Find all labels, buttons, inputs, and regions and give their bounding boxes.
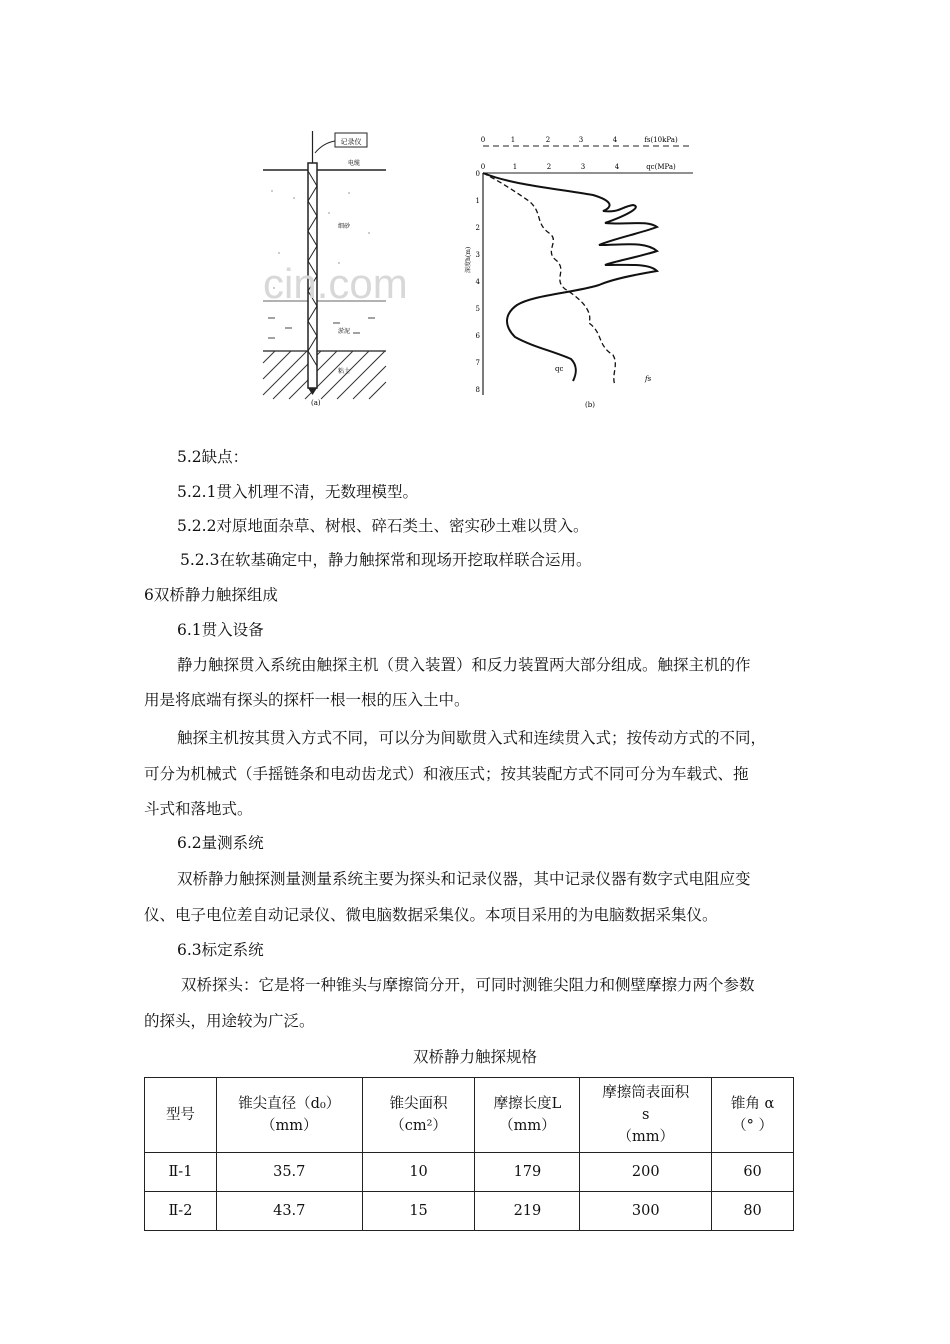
depth-tick-1: 1 (475, 197, 480, 205)
header-model: 型号 (145, 1078, 217, 1153)
spec-table (144, 1077, 794, 1231)
clay-label: 淤泥 (338, 328, 351, 335)
header-cone-angle: 锥角 α （° ） (712, 1078, 794, 1153)
paragraph-1-line-1: 静力触探贯入系统由触探主机（贯入装置）和反力装置两大部分组成。触探主机的作 (177, 656, 751, 674)
depth-tick-7: 7 (475, 359, 480, 367)
cable-label: 电缆 (348, 160, 361, 167)
second-axis-label: qc(MPa) (646, 163, 676, 171)
header-friction-length: 摩擦长度L （mm） (475, 1078, 580, 1153)
paragraph-3-line-1: 双桥静力触探测量测量系统主要为探头和记录仪器，其中记录仪器有数字式电阻应变 (177, 870, 751, 888)
top-tick-4: 4 (612, 136, 618, 144)
cell-area: 10 (362, 1153, 475, 1192)
cell-length: 219 (475, 1192, 580, 1231)
depth-tick-3: 3 (475, 251, 480, 259)
depth-tick-2: 2 (475, 224, 480, 232)
heading-6-1: 6.1贯入设备 (177, 621, 264, 639)
header-cone-diameter: 锥尖直径（d₀） （mm） (216, 1078, 362, 1153)
second-tick-1: 1 (512, 163, 518, 171)
paragraph-2-line-3: 斗式和落地式。 (144, 800, 253, 818)
cell-angle: 80 (712, 1192, 794, 1231)
cell-sleeve-area: 300 (580, 1192, 712, 1231)
recorder-label: 记录仪 (340, 138, 362, 146)
table-row (145, 1153, 794, 1192)
paragraph-4-line-1: 双桥探头：它是将一种锥头与摩擦筒分开，可同时测锥尖阻力和侧壁摩擦力两个参数 (181, 976, 755, 994)
cell-model: Ⅱ-2 (145, 1192, 217, 1231)
cpt-curve-chart (464, 136, 693, 409)
top-tick-3: 3 (578, 136, 584, 144)
paragraph-2-line-1: 触探主机按其贯入方式不同，可以分为间歇贯入式和连续贯入式；按传动方式的不同， (177, 729, 767, 747)
left-caption: (a) (311, 399, 321, 407)
watermark: cin.com (263, 260, 408, 307)
cell-model: Ⅱ-1 (145, 1153, 217, 1192)
heading-6-2: 6.2量测系统 (177, 834, 264, 852)
second-tick-2: 2 (546, 163, 552, 171)
top-axis-label: fs(10kPa) (644, 136, 678, 144)
depth-axis-label: 深度h(m) (465, 246, 472, 273)
depth-tick-5: 5 (475, 305, 480, 313)
cell-length: 179 (475, 1153, 580, 1192)
header-sleeve-area: 摩擦筒表面积 s （mm） (580, 1078, 712, 1153)
paragraph-1-line-2: 用是将底端有探头的探杆一根一根的压入土中。 (144, 691, 470, 709)
table-header-row (145, 1078, 794, 1153)
depth-tick-8: 8 (475, 386, 480, 394)
cpt-figure (253, 123, 697, 413)
header-cone-area: 锥尖面积 （cm²） (362, 1078, 475, 1153)
top-tick-2: 2 (545, 136, 551, 144)
item-5-2-3: 5.2.3在软基确定中，静力触探常和现场开挖取样联合运用。 (180, 551, 592, 569)
item-5-2-1: 5.2.1贯入机理不清，无数理模型。 (177, 483, 418, 501)
heading-6: 6双桥静力触探组成 (144, 586, 278, 604)
depth-tick-6: 6 (475, 332, 480, 340)
item-5-2-2: 5.2.2对原地面杂草、树根、碎石类土、密实砂土难以贯入。 (177, 517, 589, 535)
cell-angle: 60 (712, 1153, 794, 1192)
cell-diameter: 43.7 (216, 1192, 362, 1231)
paragraph-4-line-2: 的探头，用途较为广泛。 (144, 1012, 315, 1030)
curve-label-fs: fs (645, 375, 652, 383)
depth-tick-4: 4 (475, 278, 480, 286)
top-tick-0: 0 (480, 136, 486, 144)
depth-tick-0: 0 (475, 170, 480, 178)
right-caption: (b) (585, 401, 595, 409)
heading-5-2: 5.2缺点： (177, 448, 249, 466)
top-tick-1: 1 (510, 136, 516, 144)
heading-6-3: 6.3标定系统 (177, 941, 264, 959)
paragraph-3-line-2: 仪、电子电位差自动记录仪、微电脑数据采集仪。本项目采用的为电脑数据采集仪。 (144, 906, 718, 924)
table-row (145, 1192, 794, 1231)
second-tick-0: 0 (480, 163, 486, 171)
second-tick-4: 4 (614, 163, 620, 171)
second-tick-3: 3 (580, 163, 586, 171)
table-caption: 双桥静力触探规格 (412, 1048, 537, 1066)
soil-label: 粘土 (338, 368, 351, 375)
cell-sleeve-area: 200 (580, 1153, 712, 1192)
sand-label: 细砂 (338, 223, 351, 230)
paragraph-2-line-2: 可分为机械式（手摇链条和电动齿龙式）和液压式；按其装配方式不同可分为车载式、拖 (144, 765, 749, 783)
cell-diameter: 35.7 (216, 1153, 362, 1192)
curve-label-qc: qc (555, 365, 564, 373)
cell-area: 15 (362, 1192, 475, 1231)
